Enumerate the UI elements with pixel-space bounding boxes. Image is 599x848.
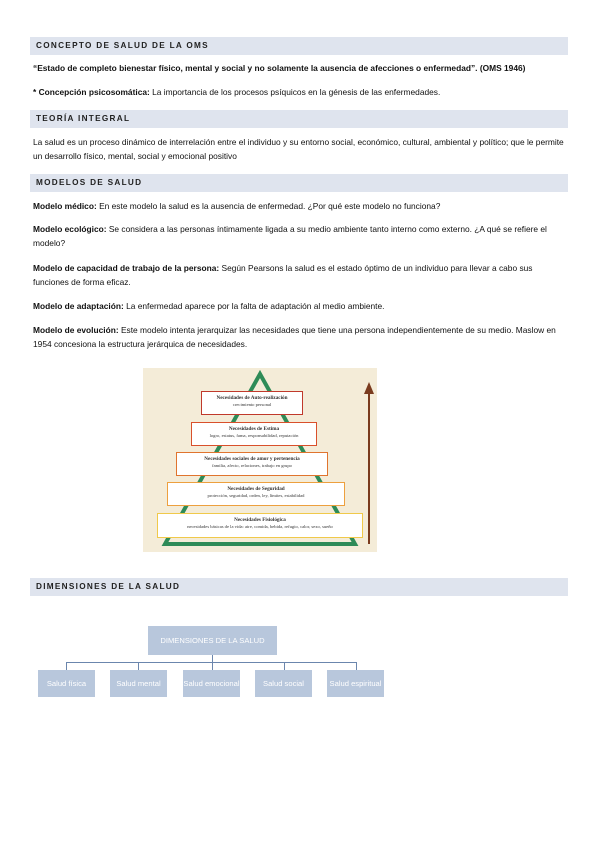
pyramid-level-estima <box>191 422 317 446</box>
section-title: MODELOS DE SALUD <box>36 178 143 187</box>
modelo-label: Modelo de capacidad de trabajo de la persona: <box>33 263 220 273</box>
orgchart-connector <box>356 662 357 670</box>
orgchart-root-box: DIMENSIONES DE LA SALUD <box>148 626 277 655</box>
level-desc: necesidades básicas de la vida: aire, comida, bebida, refugio, calor, sexo, sueño <box>187 524 333 529</box>
level-title: Necesidades Fisiológica <box>234 517 286 523</box>
pyramid-level-autorrealizacion <box>201 391 303 415</box>
level-desc: logro, estatus, fama, responsabilidad, reputación <box>209 433 299 438</box>
level-title: Necesidades de Seguridad <box>227 486 285 492</box>
orgchart-connector <box>66 662 67 670</box>
section-title: DIMENSIONES DE LA SALUD <box>36 582 181 591</box>
psico-text: La importancia de los procesos psíquicos en la génesis de las enfermedades. <box>149 87 441 97</box>
orgchart-connector <box>212 662 213 670</box>
maslow-pyramid-figure <box>143 368 377 552</box>
level-title: Necesidades sociales de amor y pertenencia <box>204 456 300 462</box>
orgchart-child-salud-espiritual: Salud espiritual <box>327 670 384 697</box>
section-title: CONCEPTO DE SALUD DE LA OMS <box>36 41 209 50</box>
section-title: TEORÍA INTEGRAL <box>36 114 131 123</box>
modelo-adaptacion <box>33 299 568 313</box>
pyramid-level-fisiologica <box>157 513 363 538</box>
orgchart-child-salud-mental: Salud mental <box>110 670 167 697</box>
modelo-label: Modelo médico: <box>33 201 97 211</box>
orgchart-connector <box>138 662 139 670</box>
modelo-capacidad <box>33 261 568 289</box>
section-header-modelos <box>30 174 568 192</box>
section-header-concepto <box>30 37 568 55</box>
level-desc: familia, afecto, relaciones, trabajo en grupo <box>212 463 292 468</box>
level-title: Necesidades de Estima <box>228 426 280 432</box>
modelo-label: Modelo ecológico: <box>33 224 107 234</box>
modelo-evolucion <box>33 323 568 351</box>
section-header-dimensiones <box>30 578 568 596</box>
orgchart-connector <box>284 662 285 670</box>
pyramid-level-seguridad <box>167 482 345 506</box>
level-desc: crecimiento personal <box>232 402 272 407</box>
pyramid-level-sociales <box>176 452 328 476</box>
modelo-text: Este modelo intenta jerarquizar las necesidades que tiene una persona independientemente de su medio. Maslow en 1954 concesiona la estructura jerárquica de necesidades. <box>33 325 556 349</box>
level-title: Necesidades de Auto-realización <box>216 395 288 401</box>
orgchart-child-salud-social: Salud social <box>255 670 312 697</box>
modelo-text: En este modelo la salud es la ausencia de enfermedad. ¿Por qué este modelo no funciona? <box>96 201 441 211</box>
modelo-text: Se considera a las personas íntimamente ligada a su medio ambiente tanto interno como externo. ¿A qué se refiere el modelo? <box>33 224 547 248</box>
orgchart-child-salud-fisica: Salud física <box>38 670 95 697</box>
psicosomatica-paragraph <box>33 85 568 99</box>
teoria-paragraph: La salud es un proceso dinámico de interrelación entre el individuo y su entorno social, económico, cultural, ambiental y político; que le permite un desarrollo físico, mental, social y emocional positivo <box>33 137 564 161</box>
modelo-label: Modelo de adaptación: <box>33 301 124 311</box>
growth-arrow-head <box>364 382 374 394</box>
oms-quote: “Estado de completo bienestar físico, mental y social y no solamente la ausencia de afecciones o enfermedad”. (OMS 1946) <box>33 63 526 73</box>
modelo-text: Según Pearsons la salud es el estado óptimo de un individuo para llevar a cabo sus funciones de forma eficaz. <box>33 263 533 287</box>
orgchart-child-salud-emocional: Salud emocional <box>183 670 240 697</box>
modelo-text: La enfermedad aparece por la falta de adaptación al medio ambiente. <box>123 301 385 311</box>
modelo-medico <box>33 199 568 213</box>
modelo-ecologico <box>33 222 568 250</box>
level-desc: protección, seguridad, orden, ley, límites, estabilidad <box>207 493 305 498</box>
psico-label: * Concepción psicosomática: <box>33 87 150 97</box>
modelo-label: Modelo de evolución: <box>33 325 119 335</box>
section-header-teoria <box>30 110 568 128</box>
